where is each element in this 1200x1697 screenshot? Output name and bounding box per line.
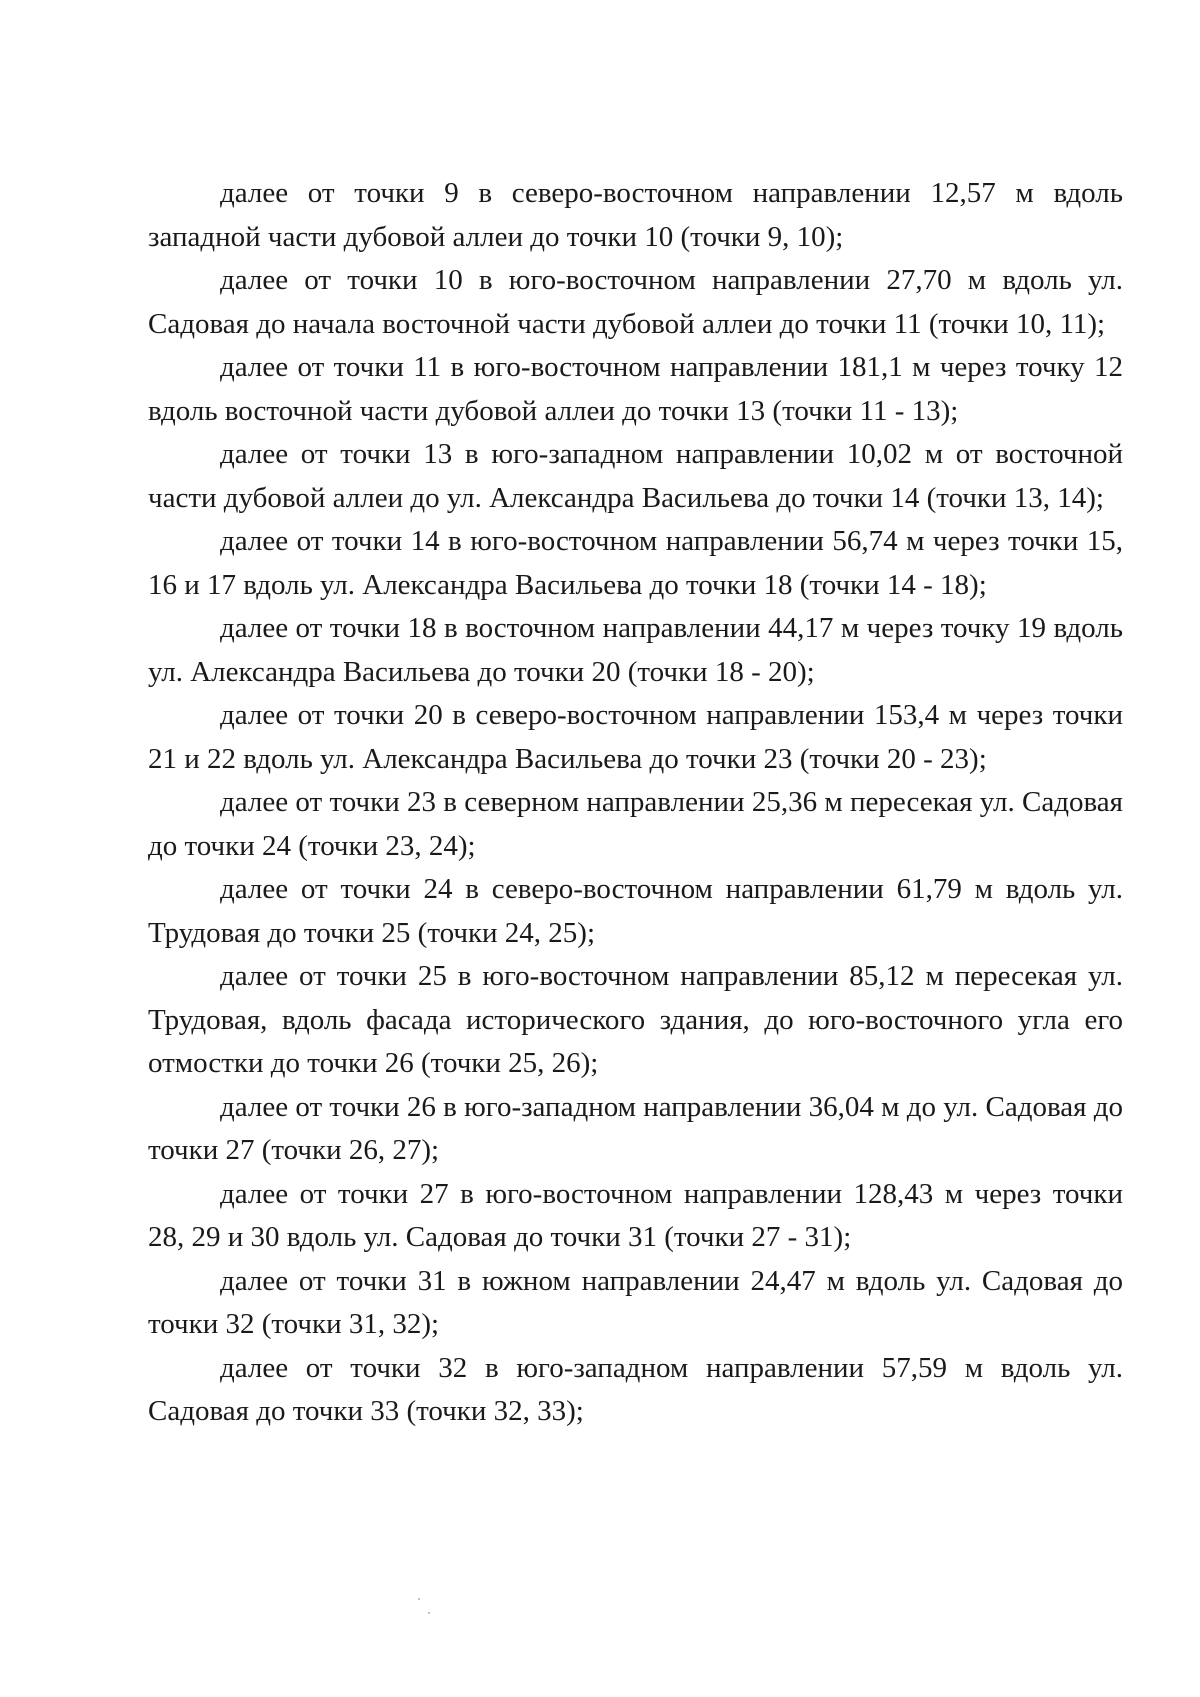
boundary-paragraph-8: далее от точки 23 в северном направлении 25,36 м пересекая ул. Садовая до точки 24 (точки 23, 24);: [148, 786, 1123, 862]
document-body: [148, 172, 1123, 1434]
boundary-paragraph-9: далее от точки 24 в северо-восточном направлении 61,79 м вдоль ул. Трудовая до точки 25 (точки 24, 25);: [148, 873, 1123, 949]
boundary-paragraph-13: далее от точки 31 в южном направлении 24,47 м вдоль ул. Садовая до точки 32 (точки 31, 32);: [148, 1264, 1123, 1340]
boundary-paragraph-12: далее от точки 27 в юго-восточном направлении 128,43 м через точки 28, 29 и 30 вдоль ул. Садовая до точки 31 (точки 27 - 31);: [148, 1177, 1123, 1253]
boundary-paragraph-10: далее от точки 25 в юго-восточном направлении 85,12 м пересекая ул. Трудовая, вдоль фасада исторического здания, до юго-восточного угла его отмостки до точки 26 (точки 25, 26);: [148, 960, 1123, 1079]
boundary-paragraph-1: далее от точки 9 в северо-восточном направлении 12,57 м вдоль западной части дубовой аллеи до точки 10 (точки 9, 10);: [148, 177, 1123, 253]
boundary-paragraph-7: далее от точки 20 в северо-восточном направлении 153,4 м через точки 21 и 22 вдоль ул. Александра Васильева до точки 23 (точки 20 - 23);: [148, 699, 1123, 775]
scan-speck: [418, 1598, 420, 1600]
scan-speck: [428, 1612, 430, 1614]
boundary-paragraph-14: далее от точки 32 в юго-западном направлении 57,59 м вдоль ул. Садовая до точки 33 (точки 32, 33);: [148, 1351, 1123, 1427]
boundary-paragraph-3: далее от точки 11 в юго-восточном направлении 181,1 м через точку 12 вдоль восточной части дубовой аллеи до точки 13 (точки 11 - 13);: [148, 351, 1123, 427]
boundary-paragraph-5: далее от точки 14 в юго-восточном направлении 56,74 м через точки 15, 16 и 17 вдоль ул. Александра Васильева до точки 18 (точки 14 - 18);: [148, 525, 1123, 601]
boundary-paragraph-6: далее от точки 18 в восточном направлении 44,17 м через точку 19 вдоль ул. Александра Васильева до точки 20 (точки 18 - 20);: [148, 612, 1123, 688]
boundary-paragraph-4: далее от точки 13 в юго-западном направлении 10,02 м от восточной части дубовой аллеи до ул. Александра Васильева до точки 14 (точки 13, 14);: [148, 438, 1123, 514]
boundary-paragraph-11: далее от точки 26 в юго-западном направлении 36,04 м до ул. Садовая до точки 27 (точки 26, 27);: [148, 1090, 1123, 1166]
boundary-paragraph-2: далее от точки 10 в юго-восточном направлении 27,70 м вдоль ул. Садовая до начала восточной части дубовой аллеи до точки 11 (точки 10, 11);: [148, 264, 1123, 340]
